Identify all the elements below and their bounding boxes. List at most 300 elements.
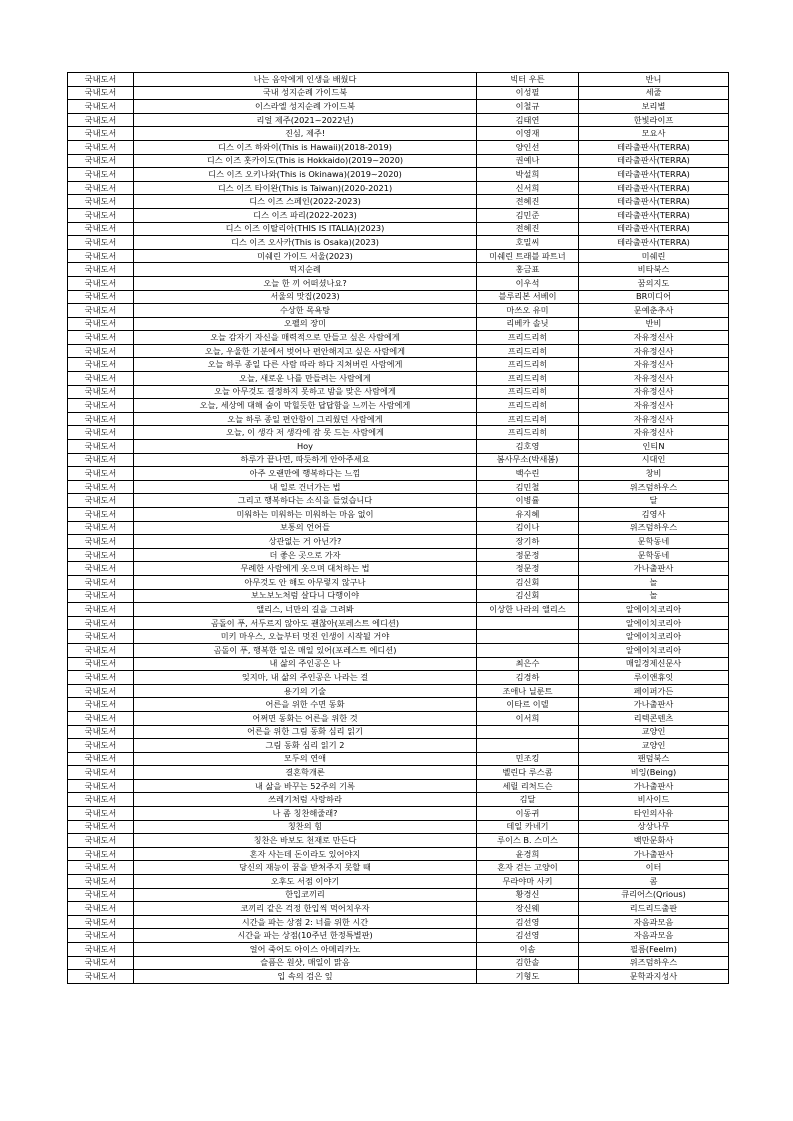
category-cell: 국내도서: [68, 575, 134, 589]
author-cell: 혼자 걷는 고양이: [477, 861, 579, 875]
table-row: [68, 412, 729, 426]
table-row: [68, 820, 729, 834]
category-cell: 국내도서: [68, 181, 134, 195]
title-cell: 수상한 목욕탕: [134, 304, 477, 318]
table-row: [68, 304, 729, 318]
table-row: [68, 671, 729, 685]
table-row: [68, 630, 729, 644]
category-cell: 국내도서: [68, 535, 134, 549]
title-cell: 아주 오랜만에 행복하다는 느낌: [134, 467, 477, 481]
book-list-table: [67, 72, 729, 984]
table-row: [68, 739, 729, 753]
title-cell: 오늘, 새로운 나를 만들려는 사람에게: [134, 372, 477, 386]
title-cell: 미쉐린 가이드 서울(2023): [134, 249, 477, 263]
author-cell: [477, 725, 579, 739]
table-row: [68, 508, 729, 522]
publisher-cell: 비사이드: [579, 793, 729, 807]
category-cell: 국내도서: [68, 548, 134, 562]
author-cell: 이영재: [477, 127, 579, 141]
publisher-cell: 알에이치코리아: [579, 643, 729, 657]
table-row: [68, 73, 729, 87]
table-row: [68, 657, 729, 671]
category-cell: 국내도서: [68, 480, 134, 494]
category-cell: 국내도서: [68, 630, 134, 644]
author-cell: 김한솔: [477, 956, 579, 970]
category-cell: 국내도서: [68, 358, 134, 372]
table-row: [68, 929, 729, 943]
category-cell: 국내도서: [68, 453, 134, 467]
title-cell: 디스 이즈 파리(2022-2023): [134, 208, 477, 222]
author-cell: 황경신: [477, 888, 579, 902]
author-cell: 김경하: [477, 671, 579, 685]
category-cell: 국내도서: [68, 127, 134, 141]
title-cell: 오후도 서점 이야기: [134, 875, 477, 889]
author-cell: 김신회: [477, 575, 579, 589]
publisher-cell: 자유정신사: [579, 331, 729, 345]
category-cell: 국내도서: [68, 739, 134, 753]
publisher-cell: 한빛라이프: [579, 113, 729, 127]
author-cell: 이솜: [477, 943, 579, 957]
category-cell: 국내도서: [68, 412, 134, 426]
title-cell: 오늘 하루 종일 다른 사람 따라 하다 지쳐버린 사람에게: [134, 358, 477, 372]
publisher-cell: 문학과지성사: [579, 970, 729, 984]
author-cell: 최은수: [477, 657, 579, 671]
table-row: [68, 834, 729, 848]
title-cell: 입 속의 검은 잎: [134, 970, 477, 984]
author-cell: 무라야마 사키: [477, 875, 579, 889]
category-cell: 국내도서: [68, 643, 134, 657]
title-cell: 디스 이즈 이탈리아(THIS IS ITALIA)(2023): [134, 222, 477, 236]
publisher-cell: 달: [579, 494, 729, 508]
table-row: [68, 875, 729, 889]
author-cell: 유지혜: [477, 508, 579, 522]
author-cell: 장기하: [477, 535, 579, 549]
title-cell: 칭찬의 힘: [134, 820, 477, 834]
category-cell: 국내도서: [68, 711, 134, 725]
publisher-cell: 루이앤휴잇: [579, 671, 729, 685]
title-cell: 잊지마, 내 삶의 주인공은 나라는 걸: [134, 671, 477, 685]
author-cell: 마쓰오 유미: [477, 304, 579, 318]
table-row: [68, 140, 729, 154]
publisher-cell: 테라출판사(TERRA): [579, 236, 729, 250]
category-cell: 국내도서: [68, 304, 134, 318]
title-cell: 나 좀 칭찬해줄래?: [134, 807, 477, 821]
author-cell: 김태연: [477, 113, 579, 127]
table-row: [68, 208, 729, 222]
author-cell: 김선영: [477, 915, 579, 929]
publisher-cell: 자유정신사: [579, 358, 729, 372]
category-cell: 국내도서: [68, 399, 134, 413]
category-cell: 국내도서: [68, 195, 134, 209]
category-cell: 국내도서: [68, 426, 134, 440]
category-cell: 국내도서: [68, 344, 134, 358]
title-cell: 쓰레기처럼 사랑하라: [134, 793, 477, 807]
table-row: [68, 752, 729, 766]
title-cell: 아무것도 안 해도 아무렇지 않구나: [134, 575, 477, 589]
table-row: [68, 399, 729, 413]
publisher-cell: 자유정신사: [579, 399, 729, 413]
title-cell: 코끼리 같은 걱정 한입씩 먹어치우자: [134, 902, 477, 916]
title-cell: 진심, 제주!: [134, 127, 477, 141]
author-cell: 전혜진: [477, 195, 579, 209]
title-cell: 시간을 파는 상점(10주년 한정특별판): [134, 929, 477, 943]
table-row: [68, 358, 729, 372]
table-row: [68, 684, 729, 698]
table-row: [68, 467, 729, 481]
title-cell: Hoy: [134, 440, 477, 454]
author-cell: 김호영: [477, 440, 579, 454]
table-row: [68, 168, 729, 182]
author-cell: 권예나: [477, 154, 579, 168]
title-cell: 디스 이즈 오키나와(This is Okinawa)(2019~2020): [134, 168, 477, 182]
author-cell: 김민준: [477, 208, 579, 222]
category-cell: 국내도서: [68, 562, 134, 576]
table-row: [68, 888, 729, 902]
publisher-cell: 알에이치코리아: [579, 630, 729, 644]
title-cell: 어쩌면 동화는 어른을 위한 것: [134, 711, 477, 725]
category-cell: 국내도서: [68, 834, 134, 848]
title-cell: 디스 이즈 오사카(This is Osaka)(2023): [134, 236, 477, 250]
category-cell: 국내도서: [68, 752, 134, 766]
publisher-cell: 자유정신사: [579, 385, 729, 399]
publisher-cell: 문예춘추사: [579, 304, 729, 318]
title-cell: 서울의 맛집(2023): [134, 290, 477, 304]
publisher-cell: 반니: [579, 73, 729, 87]
title-cell: 곰돌이 푸, 서두르지 않아도 괜찮아(포레스트 에디션): [134, 616, 477, 630]
author-cell: 봄사무소(박새봄): [477, 453, 579, 467]
publisher-cell: 리텍콘텐츠: [579, 711, 729, 725]
publisher-cell: 팬덤북스: [579, 752, 729, 766]
publisher-cell: 위즈덤하우스: [579, 480, 729, 494]
author-cell: 홍금표: [477, 263, 579, 277]
table-row: [68, 535, 729, 549]
category-cell: 국내도서: [68, 372, 134, 386]
author-cell: [477, 616, 579, 630]
table-body: [68, 73, 729, 984]
category-cell: 국내도서: [68, 168, 134, 182]
author-cell: 박설희: [477, 168, 579, 182]
author-cell: 세릴 리처드슨: [477, 779, 579, 793]
title-cell: 오늘, 우울한 기분에서 벗어나 편안해지고 싶은 사람에게: [134, 344, 477, 358]
category-cell: 국내도서: [68, 657, 134, 671]
publisher-cell: 문학동네: [579, 535, 729, 549]
publisher-cell: 자음과모음: [579, 915, 729, 929]
category-cell: 국내도서: [68, 956, 134, 970]
title-cell: 혼자 사는데 돈이라도 있어야지: [134, 847, 477, 861]
author-cell: 이타르 이델: [477, 698, 579, 712]
table-row: [68, 915, 729, 929]
publisher-cell: 페이퍼가든: [579, 684, 729, 698]
title-cell: 어른을 위한 수면 동화: [134, 698, 477, 712]
category-cell: 국내도서: [68, 888, 134, 902]
publisher-cell: 백만문화사: [579, 834, 729, 848]
table-row: [68, 154, 729, 168]
table-row: [68, 181, 729, 195]
table-row: [68, 494, 729, 508]
title-cell: 디스 이즈 하와이(This is Hawaii)(2018-2019): [134, 140, 477, 154]
category-cell: 국내도서: [68, 807, 134, 821]
category-cell: 국내도서: [68, 902, 134, 916]
table-row: [68, 317, 729, 331]
publisher-cell: 매일경제신문사: [579, 657, 729, 671]
table-row: [68, 861, 729, 875]
category-cell: 국내도서: [68, 766, 134, 780]
publisher-cell: 가나출판사: [579, 847, 729, 861]
table-row: [68, 589, 729, 603]
publisher-cell: 자음과모음: [579, 929, 729, 943]
table-row: [68, 970, 729, 984]
author-cell: 이동귀: [477, 807, 579, 821]
table-row: [68, 236, 729, 250]
title-cell: 시간을 파는 상점 2: 너를 위한 시간: [134, 915, 477, 929]
author-cell: 윤경희: [477, 847, 579, 861]
category-cell: 국내도서: [68, 915, 134, 929]
table-row: [68, 86, 729, 100]
author-cell: 프리드리히: [477, 412, 579, 426]
title-cell: 미워하는 미워하는 미워하는 마음 없이: [134, 508, 477, 522]
author-cell: 이병률: [477, 494, 579, 508]
title-cell: 오펠의 장미: [134, 317, 477, 331]
table-row: [68, 222, 729, 236]
publisher-cell: 테라출판사(TERRA): [579, 140, 729, 154]
author-cell: 데일 카네기: [477, 820, 579, 834]
author-cell: 호밀씨: [477, 236, 579, 250]
category-cell: 국내도서: [68, 929, 134, 943]
author-cell: 이성필: [477, 86, 579, 100]
category-cell: 국내도서: [68, 725, 134, 739]
title-cell: 용기의 기술: [134, 684, 477, 698]
category-cell: 국내도서: [68, 73, 134, 87]
title-cell: 국내 성지순례 가이드북: [134, 86, 477, 100]
publisher-cell: 놀: [579, 589, 729, 603]
table-row: [68, 331, 729, 345]
publisher-cell: 모요사: [579, 127, 729, 141]
table-row: [68, 643, 729, 657]
category-cell: 국내도서: [68, 385, 134, 399]
publisher-cell: 콤: [579, 875, 729, 889]
table-row: [68, 603, 729, 617]
title-cell: 더 좋은 곳으로 가자: [134, 548, 477, 562]
title-cell: 그림 동화 심리 읽기 2: [134, 739, 477, 753]
author-cell: 전혜진: [477, 222, 579, 236]
author-cell: 김신회: [477, 589, 579, 603]
publisher-cell: 테라출판사(TERRA): [579, 168, 729, 182]
category-cell: 국내도서: [68, 847, 134, 861]
category-cell: 국내도서: [68, 100, 134, 114]
table-row: [68, 943, 729, 957]
title-cell: 오늘 아무것도 결정하지 못하고 밤을 맞은 사람에게: [134, 385, 477, 399]
publisher-cell: 놀: [579, 575, 729, 589]
publisher-cell: 테라출판사(TERRA): [579, 195, 729, 209]
title-cell: 내 삶의 주인공은 나: [134, 657, 477, 671]
table-row: [68, 385, 729, 399]
publisher-cell: 꿈의지도: [579, 276, 729, 290]
author-cell: 프리드리히: [477, 344, 579, 358]
title-cell: 떡지순례: [134, 263, 477, 277]
table-row: [68, 113, 729, 127]
title-cell: 오늘 한 끼 어떠셨나요?: [134, 276, 477, 290]
title-cell: 디스 이즈 타이완(This is Taiwan)(2020-2021): [134, 181, 477, 195]
title-cell: 디스 이즈 스페인(2022-2023): [134, 195, 477, 209]
title-cell: 모두의 연애: [134, 752, 477, 766]
table-row: [68, 521, 729, 535]
category-cell: 국내도서: [68, 616, 134, 630]
title-cell: 이스라엘 성지순례 가이드북: [134, 100, 477, 114]
title-cell: 슬픔은 원샷, 매일이 맑음: [134, 956, 477, 970]
table-row: [68, 807, 729, 821]
publisher-cell: 알에이치코리아: [579, 603, 729, 617]
author-cell: 리베카 솔닛: [477, 317, 579, 331]
publisher-cell: 시대인: [579, 453, 729, 467]
title-cell: 앨리스, 너만의 길을 그려봐: [134, 603, 477, 617]
publisher-cell: 미쉐린: [579, 249, 729, 263]
publisher-cell: 자유정신사: [579, 412, 729, 426]
category-cell: 국내도서: [68, 820, 134, 834]
publisher-cell: 자유정신사: [579, 372, 729, 386]
author-cell: 이우석: [477, 276, 579, 290]
author-cell: [477, 630, 579, 644]
table-row: [68, 766, 729, 780]
title-cell: 나는 음악에게 인생을 배웠다: [134, 73, 477, 87]
author-cell: 루이스 B. 스미스: [477, 834, 579, 848]
title-cell: 내 삶을 바꾸는 52주의 기록: [134, 779, 477, 793]
table-row: [68, 372, 729, 386]
category-cell: 국내도서: [68, 113, 134, 127]
author-cell: 이상한 나라의 앨리스: [477, 603, 579, 617]
author-cell: 기형도: [477, 970, 579, 984]
publisher-cell: 테라출판사(TERRA): [579, 154, 729, 168]
table-row: [68, 956, 729, 970]
table-row: [68, 711, 729, 725]
publisher-cell: 큐리어스(Qrious): [579, 888, 729, 902]
author-cell: 이서희: [477, 711, 579, 725]
table-row: [68, 779, 729, 793]
table-row: [68, 263, 729, 277]
publisher-cell: 교양인: [579, 725, 729, 739]
table-row: [68, 195, 729, 209]
table-row: [68, 575, 729, 589]
publisher-cell: 비타북스: [579, 263, 729, 277]
publisher-cell: BR미디어: [579, 290, 729, 304]
table-row: [68, 793, 729, 807]
title-cell: 내 일로 건너가는 법: [134, 480, 477, 494]
title-cell: 그리고 행복하다는 소식을 들었습니다: [134, 494, 477, 508]
category-cell: 국내도서: [68, 793, 134, 807]
title-cell: 미키 마우스, 오늘부터 멋진 인생이 시작될 거야: [134, 630, 477, 644]
title-cell: 오늘 감자기 자신을 매력적으로 만들고 싶은 사람에게: [134, 331, 477, 345]
category-cell: 국내도서: [68, 154, 134, 168]
title-cell: 오늘, 세상에 대해 숨이 막힐듯한 답답함을 느끼는 사람에게: [134, 399, 477, 413]
table-row: [68, 344, 729, 358]
publisher-cell: 위즈덤하우스: [579, 521, 729, 535]
category-cell: 국내도서: [68, 263, 134, 277]
title-cell: 디스 이즈 홋카이도(This is Hokkaido)(2019~2020): [134, 154, 477, 168]
title-cell: 오늘 하루 종일 편안함이 그리웠던 사람에게: [134, 412, 477, 426]
category-cell: 국내도서: [68, 331, 134, 345]
category-cell: 국내도서: [68, 208, 134, 222]
publisher-cell: 김영사: [579, 508, 729, 522]
table-row: [68, 276, 729, 290]
title-cell: 하루가 끝나면, 따듯하게 안아주세요: [134, 453, 477, 467]
title-cell: 곰돌이 푸, 행복한 일은 매일 있어(포레스트 에디션): [134, 643, 477, 657]
category-cell: 국내도서: [68, 589, 134, 603]
category-cell: 국내도서: [68, 467, 134, 481]
title-cell: 어른을 위한 그림 동화 심리 읽기: [134, 725, 477, 739]
publisher-cell: 자유정신사: [579, 344, 729, 358]
category-cell: 국내도서: [68, 779, 134, 793]
category-cell: 국내도서: [68, 508, 134, 522]
publisher-cell: 테라출판사(TERRA): [579, 222, 729, 236]
table-row: [68, 562, 729, 576]
author-cell: 이철규: [477, 100, 579, 114]
publisher-cell: 타인의사유: [579, 807, 729, 821]
title-cell: 무례한 사람에게 웃으며 대처하는 법: [134, 562, 477, 576]
table-row: [68, 249, 729, 263]
title-cell: 상관없는 거 아닌가?: [134, 535, 477, 549]
author-cell: 김달: [477, 793, 579, 807]
table-row: [68, 127, 729, 141]
publisher-cell: 창비: [579, 467, 729, 481]
category-cell: 국내도서: [68, 290, 134, 304]
author-cell: 김선영: [477, 929, 579, 943]
category-cell: 국내도서: [68, 943, 134, 957]
category-cell: 국내도서: [68, 671, 134, 685]
author-cell: 김이나: [477, 521, 579, 535]
category-cell: 국내도서: [68, 276, 134, 290]
author-cell: 민조킹: [477, 752, 579, 766]
category-cell: 국내도서: [68, 698, 134, 712]
author-cell: 미쉐린 트래블 파트너: [477, 249, 579, 263]
category-cell: 국내도서: [68, 236, 134, 250]
author-cell: 장신웨: [477, 902, 579, 916]
category-cell: 국내도서: [68, 222, 134, 236]
publisher-cell: 인티N: [579, 440, 729, 454]
table-row: [68, 847, 729, 861]
publisher-cell: 필름(Feelm): [579, 943, 729, 957]
category-cell: 국내도서: [68, 249, 134, 263]
table-row: [68, 480, 729, 494]
category-cell: 국내도서: [68, 440, 134, 454]
table-row: [68, 698, 729, 712]
publisher-cell: 테라출판사(TERRA): [579, 208, 729, 222]
table-row: [68, 426, 729, 440]
author-cell: 벨린다 루스콤: [477, 766, 579, 780]
author-cell: 양인선: [477, 140, 579, 154]
author-cell: 정문정: [477, 562, 579, 576]
publisher-cell: 반비: [579, 317, 729, 331]
author-cell: 프리드리히: [477, 399, 579, 413]
publisher-cell: 보리별: [579, 100, 729, 114]
author-cell: 프리드리히: [477, 358, 579, 372]
category-cell: 국내도서: [68, 684, 134, 698]
author-cell: 프리드리히: [477, 331, 579, 345]
publisher-cell: 테라출판사(TERRA): [579, 181, 729, 195]
title-cell: 보통의 언어들: [134, 521, 477, 535]
table-row: [68, 453, 729, 467]
table-row: [68, 290, 729, 304]
publisher-cell: 문학동네: [579, 548, 729, 562]
author-cell: 프리드리히: [477, 385, 579, 399]
title-cell: 한입코끼리: [134, 888, 477, 902]
author-cell: 김민철: [477, 480, 579, 494]
category-cell: 국내도서: [68, 140, 134, 154]
author-cell: 빅터 우튼: [477, 73, 579, 87]
author-cell: 블루리본 서베이: [477, 290, 579, 304]
category-cell: 국내도서: [68, 317, 134, 331]
publisher-cell: 세줄: [579, 86, 729, 100]
publisher-cell: 이터: [579, 861, 729, 875]
title-cell: 리얼 제주(2021~2022년): [134, 113, 477, 127]
